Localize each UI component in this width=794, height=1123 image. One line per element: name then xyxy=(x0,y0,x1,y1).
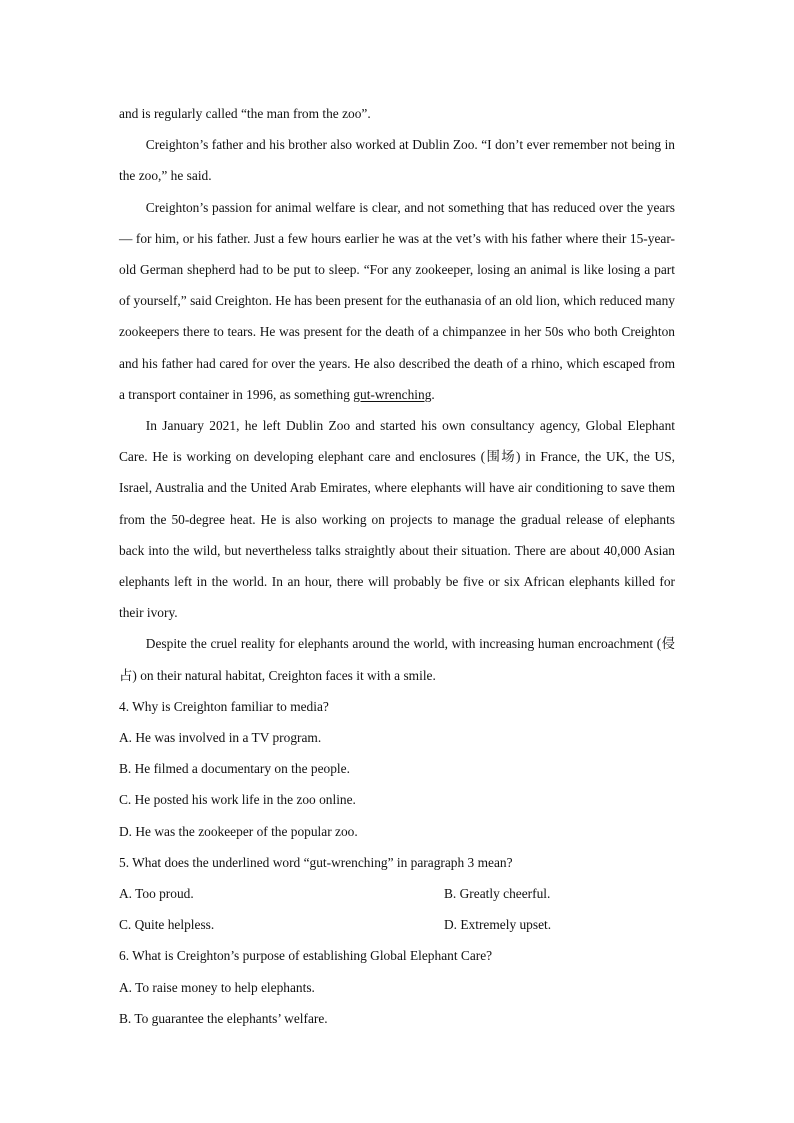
underlined-word-gut-wrenching: gut-wrenching xyxy=(353,386,432,402)
question-6-stem: 6. What is Creighton’s purpose of establishing Global Elephant Care? xyxy=(119,948,493,964)
question-5-option-a: A. Too proud. xyxy=(119,886,194,902)
question-6-option-b: B. To guarantee the elephants’ welfare. xyxy=(119,1010,328,1026)
question-6 xyxy=(119,940,675,1034)
question-6-option-a: A. To raise money to help elephants. xyxy=(119,979,315,995)
passage-paragraph-1: and is regularly called “the man from the zoo”. xyxy=(119,106,371,121)
question-5-option-d: D. Extremely upset. xyxy=(444,917,552,933)
question-4-option-b: B. He filmed a documentary on the people. xyxy=(119,761,350,777)
question-4-stem: 4. Why is Creighton familiar to media? xyxy=(119,698,329,714)
question-4 xyxy=(119,691,675,847)
passage-paragraph-3 xyxy=(119,192,675,410)
question-5-option-b: B. Greatly cheerful. xyxy=(444,886,551,902)
paragraph-3-end: . xyxy=(431,386,435,402)
question-4-option-d: D. He was the zookeeper of the popular zoo. xyxy=(119,823,358,839)
passage-paragraph-2: Creighton’s father and his brother also worked at Dublin Zoo. “I don’t ever remember not being in the zoo,” he said. xyxy=(119,137,675,184)
question-4-option-a: A. He was involved in a TV program. xyxy=(119,730,322,746)
paragraph-3-text: Creighton’s passion for animal welfare is clear, and not something that has reduced over the years — for him, or his father. Just a few hours earlier he was at the vet’s with his father where their 15-year-old German shepherd had to be put to sleep. “For any zookeeper, losing an animal is like losing a part of yourself,” said Creighton. He has been present for the euthanasia of an old lion, which reduced many zookeepers there to tears. He was present for the death of a chimpanzee in her 50s who both Creighton and his father had cared for over the years. He also described the death of a rhino, which escaped from a transport container in 1996, as something xyxy=(119,199,675,402)
question-5-options-row-1 xyxy=(119,878,675,909)
question-5 xyxy=(119,847,675,941)
passage-paragraph-5: Despite the cruel reality for elephants around the world, with increasing human encroachment (侵占) on their natural habitat, Creighton faces it with a smile. xyxy=(119,636,675,683)
passage-paragraph-4: In January 2021, he left Dublin Zoo and started his own consultancy agency, Global Elephant Care. He is working on developing elephant care and enclosures (围场) in France, the UK, the US, Israel, Australia and the United Arab Emirates, where elephants will have air conditioning to save them from the 50-degree heat. He is also working on projects to manage the gradual release of elephants back into the wild, but nevertheless talks straightly about their situation. There are about 40,000 Asian elephants left in the world. In an hour, there will probably be five or six African elephants killed for their ivory. xyxy=(119,418,675,621)
question-5-options-row-2 xyxy=(119,909,675,940)
question-5-stem: 5. What does the underlined word “gut-wrenching” in paragraph 3 mean? xyxy=(119,854,513,870)
document-page xyxy=(119,98,675,1034)
question-4-option-c: C. He posted his work life in the zoo online. xyxy=(119,792,356,808)
question-5-option-c: C. Quite helpless. xyxy=(119,917,215,933)
